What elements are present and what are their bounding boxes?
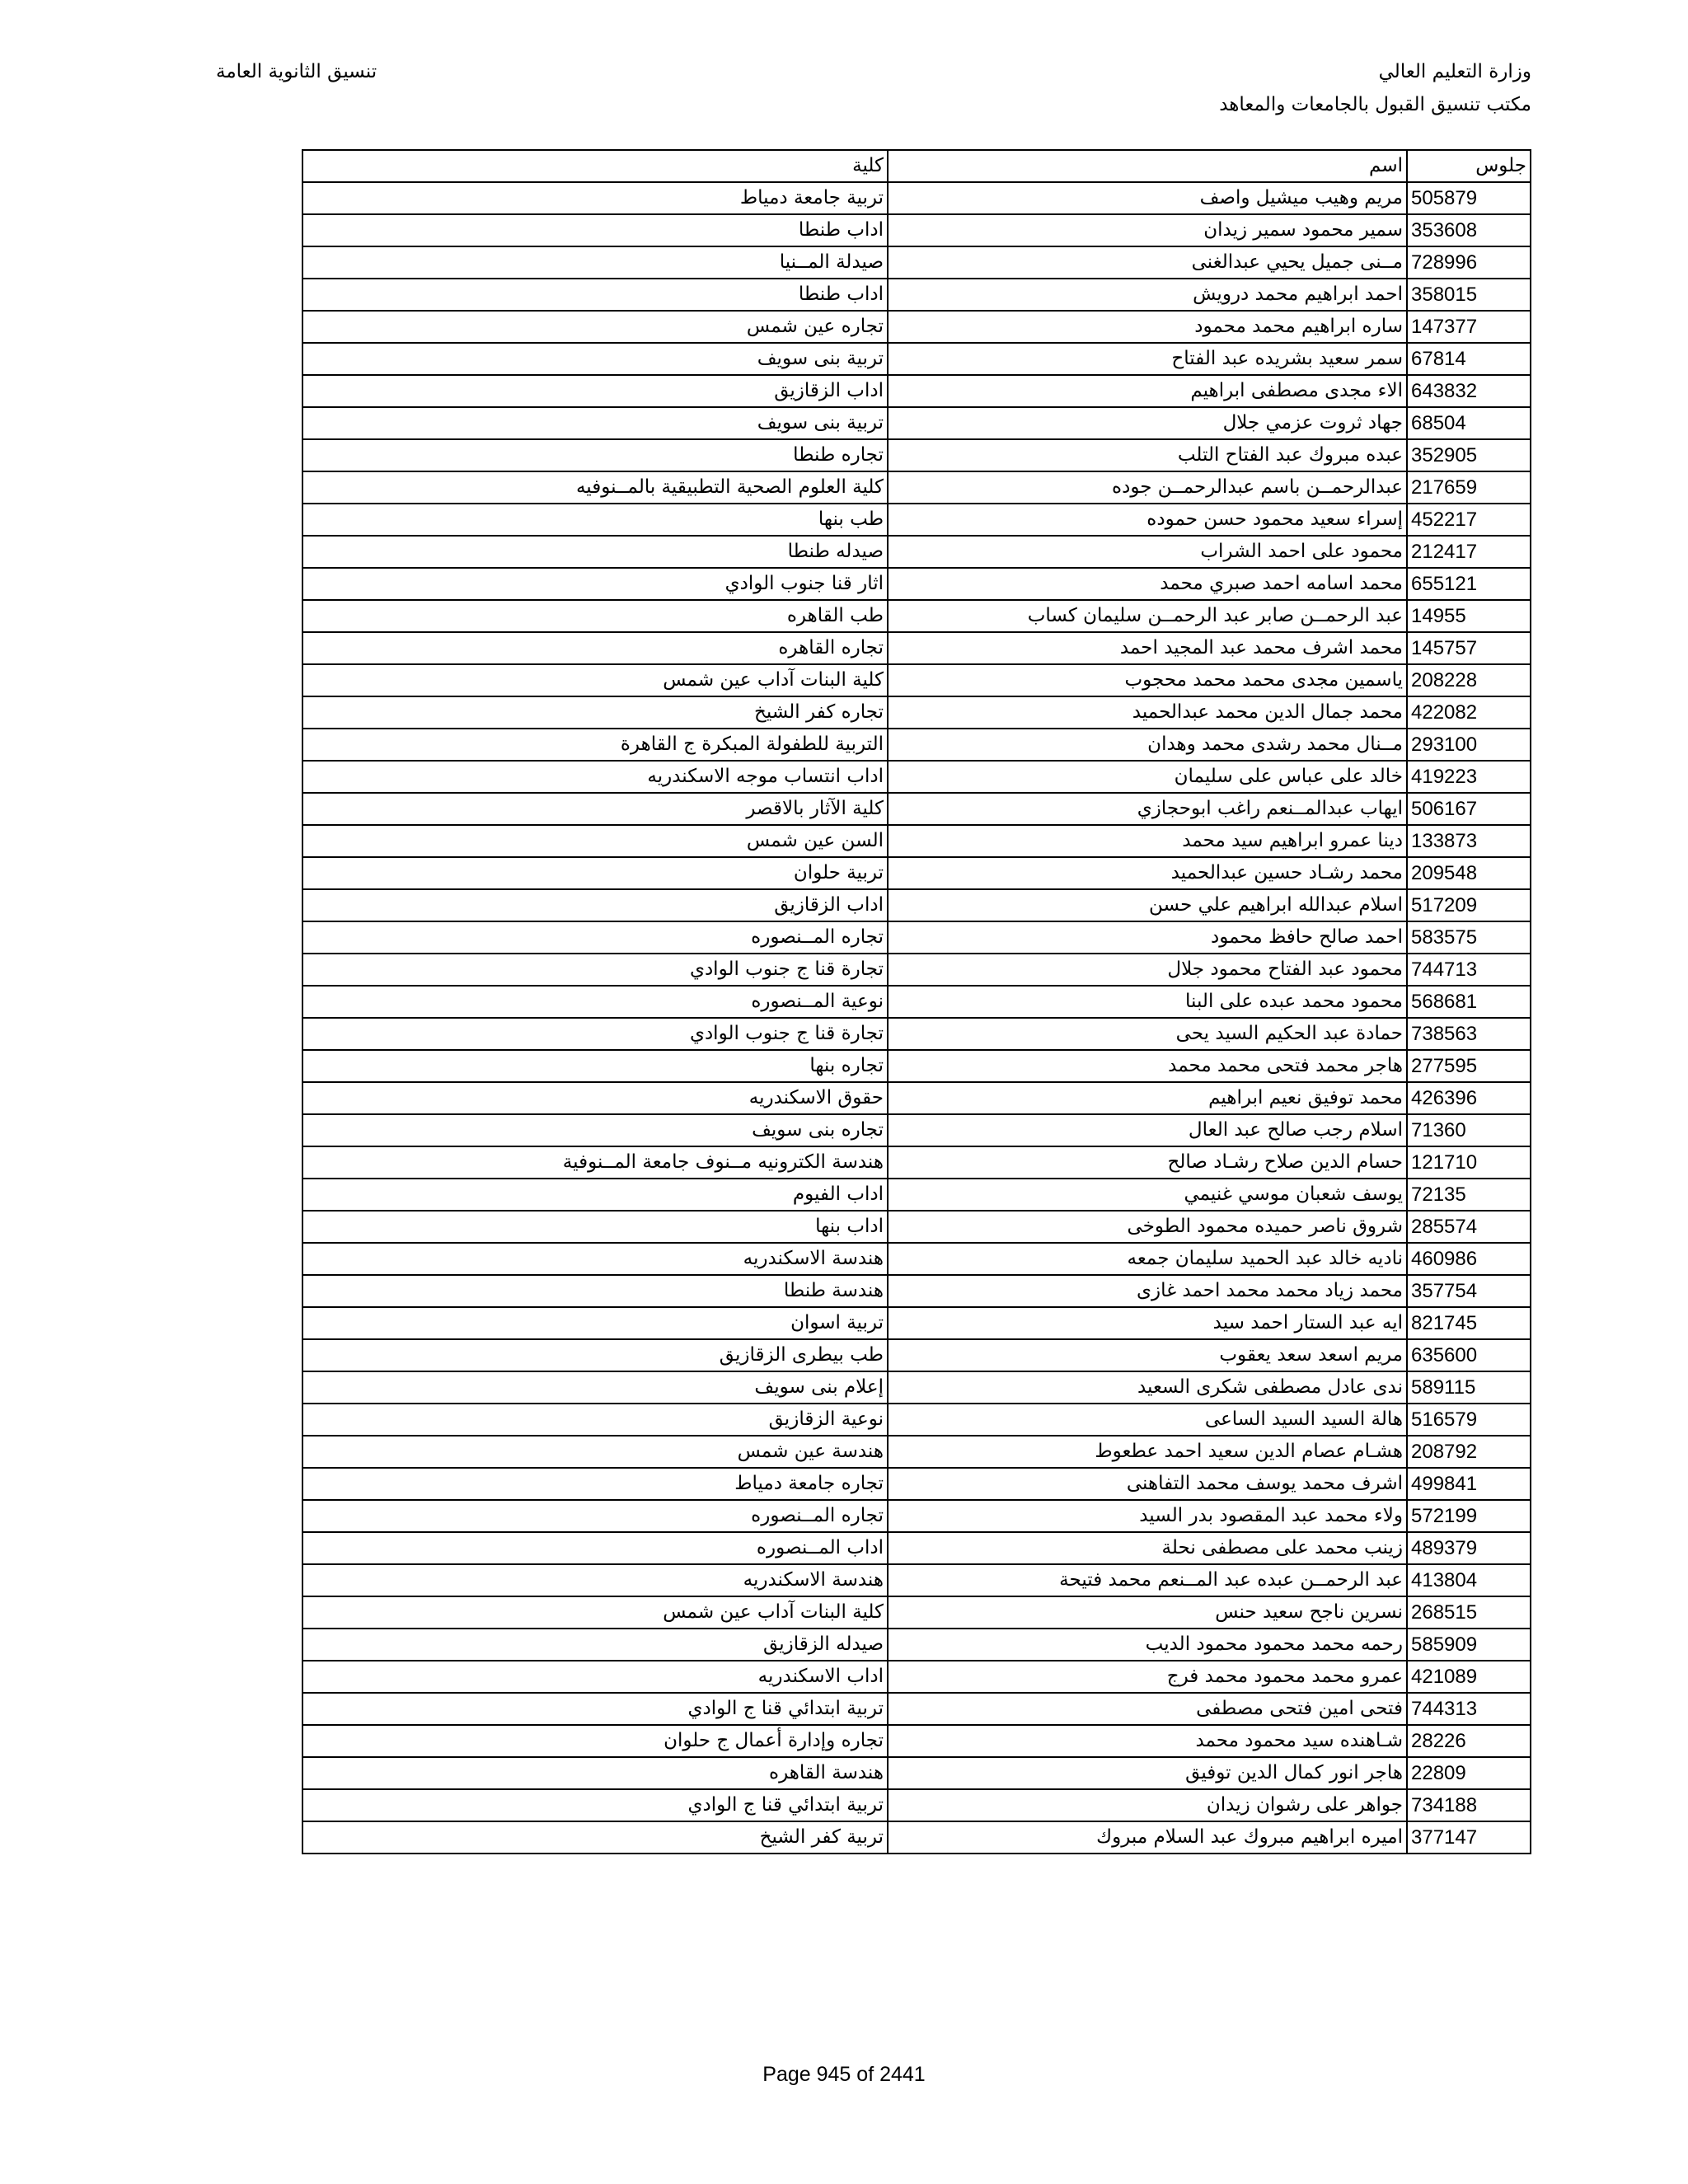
seat-cell: 422082 — [1407, 696, 1531, 729]
name-cell: محمود محمد عبده على البنا — [888, 986, 1407, 1018]
faculty-cell: التربية للطفولة المبكرة ج القاهرة — [302, 729, 888, 761]
faculty-cell: حقوق الاسكندريه — [302, 1082, 888, 1114]
table-row — [302, 1307, 1531, 1339]
seat-cell: 357754 — [1407, 1275, 1531, 1307]
seat-cell: 516579 — [1407, 1404, 1531, 1436]
seat-cell: 517209 — [1407, 889, 1531, 921]
name-cell: يوسف شعبان موسي غنيمي — [888, 1179, 1407, 1211]
table-row — [302, 1179, 1531, 1211]
table-row — [302, 1146, 1531, 1179]
faculty-cell: صيدله طنطا — [302, 536, 888, 568]
header-name: اسم — [888, 150, 1407, 182]
seat-cell: 208228 — [1407, 664, 1531, 696]
table-row — [302, 439, 1531, 471]
seat-cell: 635600 — [1407, 1339, 1531, 1371]
name-cell: ياسمين مجدى محمد محمد محجوب — [888, 664, 1407, 696]
faculty-cell: تربية كفر الشيخ — [302, 1821, 888, 1854]
seat-cell: 505879 — [1407, 182, 1531, 214]
faculty-cell: طب بنها — [302, 504, 888, 536]
table-row — [302, 504, 1531, 536]
name-cell: فتحى امين فتحى مصطفى — [888, 1693, 1407, 1725]
table-row — [302, 1082, 1531, 1114]
seat-cell: 268515 — [1407, 1596, 1531, 1629]
seat-cell: 655121 — [1407, 568, 1531, 600]
name-cell: محمد اشرف محمد عبد المجيد احمد — [888, 632, 1407, 664]
seat-cell: 460986 — [1407, 1243, 1531, 1275]
faculty-cell: اداب طنطا — [302, 214, 888, 246]
faculty-cell: كلية العلوم الصحية التطبيقية بالمــنوفيه — [302, 471, 888, 504]
seat-cell: 72135 — [1407, 1179, 1531, 1211]
table-row — [302, 279, 1531, 311]
seat-cell: 734188 — [1407, 1789, 1531, 1821]
faculty-cell: اداب الزقازيق — [302, 889, 888, 921]
table-row — [302, 568, 1531, 600]
seat-cell: 419223 — [1407, 761, 1531, 793]
results-table-container — [302, 149, 1526, 1854]
faculty-cell: تربية حلوان — [302, 857, 888, 889]
table-row — [302, 954, 1531, 986]
faculty-cell: اداب المــنصوره — [302, 1532, 888, 1564]
name-cell: ايهاب عبدالمــنعم راغب ابوحجازي — [888, 793, 1407, 825]
name-cell: دينا عمرو ابراهيم سيد محمد — [888, 825, 1407, 857]
name-cell: حسام الدين صلاح رشـاد صالح — [888, 1146, 1407, 1179]
seat-cell: 377147 — [1407, 1821, 1531, 1854]
table-row — [302, 1789, 1531, 1821]
table-row — [302, 1596, 1531, 1629]
seat-cell: 426396 — [1407, 1082, 1531, 1114]
table-row — [302, 407, 1531, 439]
name-cell: مــنال محمد رشدى محمد وهدان — [888, 729, 1407, 761]
faculty-cell: نوعية الزقازيق — [302, 1404, 888, 1436]
faculty-cell: تجارة قنا ج جنوب الوادي — [302, 954, 888, 986]
faculty-cell: اداب الزقازيق — [302, 375, 888, 407]
name-cell: اميره ابراهيم مبروك عبد السلام مبروك — [888, 1821, 1407, 1854]
seat-cell: 285574 — [1407, 1211, 1531, 1243]
name-cell: جهاد ثروت عزمي جلال — [888, 407, 1407, 439]
faculty-cell: تربية ابتدائي قنا ج الوادي — [302, 1789, 888, 1821]
seat-cell: 744313 — [1407, 1693, 1531, 1725]
faculty-cell: اثار قنا جنوب الوادي — [302, 568, 888, 600]
name-cell: ساره ابراهيم محمد محمود — [888, 311, 1407, 343]
faculty-cell: تجاره جامعة دمياط — [302, 1468, 888, 1500]
header-seat: جلوس — [1407, 150, 1531, 182]
table-row — [302, 1468, 1531, 1500]
faculty-cell: طب بيطرى الزقازيق — [302, 1339, 888, 1371]
name-cell: عبدالرحمــن باسم عبدالرحمــن جوده — [888, 471, 1407, 504]
table-row — [302, 729, 1531, 761]
name-cell: ندى عادل مصطفى شكرى السعيد — [888, 1371, 1407, 1404]
faculty-cell: هندسة عين شمس — [302, 1436, 888, 1468]
seat-cell: 14955 — [1407, 600, 1531, 632]
table-row — [302, 921, 1531, 954]
faculty-cell: تربية بنى سويف — [302, 407, 888, 439]
faculty-cell: تجاره بنها — [302, 1050, 888, 1082]
name-cell: شـاهنده سيد محمود محمد — [888, 1725, 1407, 1757]
seat-cell: 217659 — [1407, 471, 1531, 504]
seat-cell: 821745 — [1407, 1307, 1531, 1339]
name-cell: ايه عبد الستار احمد سيد — [888, 1307, 1407, 1339]
name-cell: احمد صالح حافظ محمود — [888, 921, 1407, 954]
seat-cell: 568681 — [1407, 986, 1531, 1018]
faculty-cell: هندسة القاهره — [302, 1757, 888, 1789]
seat-cell: 22809 — [1407, 1757, 1531, 1789]
name-cell: نسرين ناجح سعيد حنس — [888, 1596, 1407, 1629]
table-row — [302, 1821, 1531, 1854]
faculty-cell: تربية اسوان — [302, 1307, 888, 1339]
table-row — [302, 471, 1531, 504]
name-cell: اسلام عبدالله ابراهيم علي حسن — [888, 889, 1407, 921]
name-cell: خالد على عباس على سليمان — [888, 761, 1407, 793]
name-cell: محمد زياد محمد محمد احمد غازى — [888, 1275, 1407, 1307]
name-cell: عبد الرحمــن عبده عبد المــنعم محمد فتيحة — [888, 1564, 1407, 1596]
document-category: تنسيق الثانوية العامة — [216, 61, 377, 82]
results-table — [302, 149, 1531, 1854]
seat-cell: 421089 — [1407, 1661, 1531, 1693]
name-cell: ولاء محمد عبد المقصود بدر السيد — [888, 1500, 1407, 1532]
name-cell: محمد توفيق نعيم ابراهيم — [888, 1082, 1407, 1114]
faculty-cell: تربية بنى سويف — [302, 343, 888, 375]
seat-cell: 209548 — [1407, 857, 1531, 889]
name-cell: هاجر انور كمال الدين توفيق — [888, 1757, 1407, 1789]
name-cell: شروق ناصر حميده محمود الطوخى — [888, 1211, 1407, 1243]
seat-cell: 133873 — [1407, 825, 1531, 857]
table-row — [302, 214, 1531, 246]
seat-cell: 28226 — [1407, 1725, 1531, 1757]
name-cell: إسراء سعيد محمود حسن حموده — [888, 504, 1407, 536]
table-row — [302, 1725, 1531, 1757]
table-row — [302, 889, 1531, 921]
seat-cell: 499841 — [1407, 1468, 1531, 1500]
seat-cell: 506167 — [1407, 793, 1531, 825]
faculty-cell: صيدلة المــنيا — [302, 246, 888, 279]
faculty-cell: تجاره عين شمس — [302, 311, 888, 343]
faculty-cell: تجاره القاهره — [302, 632, 888, 664]
faculty-cell: اداب بنها — [302, 1211, 888, 1243]
page-number: Page 945 of 2441 — [762, 2063, 926, 2086]
faculty-cell: هندسة الاسكندريه — [302, 1564, 888, 1596]
name-cell: محمد جمال الدين محمد عبدالحميد — [888, 696, 1407, 729]
seat-cell: 589115 — [1407, 1371, 1531, 1404]
faculty-cell: تربية ابتدائي قنا ج الوادي — [302, 1693, 888, 1725]
table-row — [302, 600, 1531, 632]
seat-cell: 452217 — [1407, 504, 1531, 536]
seat-cell: 353608 — [1407, 214, 1531, 246]
table-row — [302, 1114, 1531, 1146]
seat-cell: 147377 — [1407, 311, 1531, 343]
faculty-cell: تجاره المــنصوره — [302, 921, 888, 954]
table-row — [302, 311, 1531, 343]
faculty-cell: نوعية المــنصوره — [302, 986, 888, 1018]
faculty-cell: هندسة الكترونيه مــنوف جامعة المــنوفية — [302, 1146, 888, 1179]
name-cell: محمود على احمد الشراب — [888, 536, 1407, 568]
table-row — [302, 632, 1531, 664]
faculty-cell: تجاره المــنصوره — [302, 1500, 888, 1532]
name-cell: الاء مجدى مصطفى ابراهيم — [888, 375, 1407, 407]
seat-cell: 744713 — [1407, 954, 1531, 986]
table-row — [302, 1532, 1531, 1564]
table-row — [302, 1211, 1531, 1243]
name-cell: جواهر على رشوان زيدان — [888, 1789, 1407, 1821]
seat-cell: 352905 — [1407, 439, 1531, 471]
seat-cell: 121710 — [1407, 1146, 1531, 1179]
seat-cell: 489379 — [1407, 1532, 1531, 1564]
name-cell: احمد ابراهيم محمد درويش — [888, 279, 1407, 311]
table-row — [302, 1661, 1531, 1693]
table-header-row — [302, 150, 1531, 182]
table-row — [302, 857, 1531, 889]
name-cell: اشرف محمد يوسف محمد التفاهنى — [888, 1468, 1407, 1500]
name-cell: مريم اسعد سعد يعقوب — [888, 1339, 1407, 1371]
office-title: مكتب تنسيق القبول بالجامعات والمعاهد — [1219, 94, 1531, 115]
faculty-cell: اداب انتساب موجه الاسكندريه — [302, 761, 888, 793]
name-cell: محمد رشـاد حسين عبدالحميد — [888, 857, 1407, 889]
name-cell: عمرو محمد محمود محمد فرج — [888, 1661, 1407, 1693]
faculty-cell: إعلام بنى سويف — [302, 1371, 888, 1404]
faculty-cell: هندسة الاسكندريه — [302, 1243, 888, 1275]
table-row — [302, 825, 1531, 857]
faculty-cell: اداب الاسكندريه — [302, 1661, 888, 1693]
name-cell: رحمه محمد محمود محمود الديب — [888, 1629, 1407, 1661]
faculty-cell: السن عين شمس — [302, 825, 888, 857]
table-row — [302, 664, 1531, 696]
faculty-cell: كلية البنات آداب عين شمس — [302, 1596, 888, 1629]
table-row — [302, 1243, 1531, 1275]
table-body — [302, 182, 1531, 1854]
table-row — [302, 375, 1531, 407]
table-row — [302, 1275, 1531, 1307]
seat-cell: 643832 — [1407, 375, 1531, 407]
seat-cell: 728996 — [1407, 246, 1531, 279]
seat-cell: 212417 — [1407, 536, 1531, 568]
table-row — [302, 793, 1531, 825]
table-row — [302, 1757, 1531, 1789]
table-row — [302, 761, 1531, 793]
table-row — [302, 246, 1531, 279]
seat-cell: 413804 — [1407, 1564, 1531, 1596]
name-cell: مريم وهيب ميشيل واصف — [888, 182, 1407, 214]
name-cell: اسلام رجب صالح عبد العال — [888, 1114, 1407, 1146]
faculty-cell: تجاره كفر الشيخ — [302, 696, 888, 729]
ministry-title: وزارة التعليم العالي — [1378, 61, 1531, 82]
name-cell: عبده مبروك عبد الفتاح التلب — [888, 439, 1407, 471]
faculty-cell: كلية البنات آداب عين شمس — [302, 664, 888, 696]
faculty-cell: تجاره طنطا — [302, 439, 888, 471]
table-row — [302, 696, 1531, 729]
table-row — [302, 343, 1531, 375]
name-cell: عبد الرحمــن صابر عبد الرحمــن سليمان كساب — [888, 600, 1407, 632]
faculty-cell: اداب طنطا — [302, 279, 888, 311]
seat-cell: 68504 — [1407, 407, 1531, 439]
seat-cell: 572199 — [1407, 1500, 1531, 1532]
name-cell: سمير محمود سمير زيدان — [888, 214, 1407, 246]
faculty-cell: تجاره بنى سويف — [302, 1114, 888, 1146]
name-cell: زينب محمد على مصطفى نحلة — [888, 1532, 1407, 1564]
table-row — [302, 1436, 1531, 1468]
table-row — [302, 1564, 1531, 1596]
seat-cell: 585909 — [1407, 1629, 1531, 1661]
faculty-cell: تجاره وإدارة أعمال ج حلوان — [302, 1725, 888, 1757]
name-cell: حمادة عبد الحكيم السيد يحى — [888, 1018, 1407, 1050]
name-cell: محمد اسامه احمد صبري محمد — [888, 568, 1407, 600]
table-row — [302, 986, 1531, 1018]
seat-cell: 583575 — [1407, 921, 1531, 954]
table-row — [302, 1339, 1531, 1371]
faculty-cell: طب القاهره — [302, 600, 888, 632]
seat-cell: 293100 — [1407, 729, 1531, 761]
table-row — [302, 1693, 1531, 1725]
header-faculty: كلية — [302, 150, 888, 182]
faculty-cell: هندسة طنطا — [302, 1275, 888, 1307]
table-row — [302, 1050, 1531, 1082]
seat-cell: 71360 — [1407, 1114, 1531, 1146]
table-row — [302, 1500, 1531, 1532]
faculty-cell: كلية الآثار بالاقصر — [302, 793, 888, 825]
name-cell: هشـام عصام الدين سعيد احمد عطعوط — [888, 1436, 1407, 1468]
faculty-cell: صيدله الزقازيق — [302, 1629, 888, 1661]
seat-cell: 208792 — [1407, 1436, 1531, 1468]
table-row — [302, 1629, 1531, 1661]
name-cell: مــنى جميل يحيي عبدالغنى — [888, 246, 1407, 279]
seat-cell: 358015 — [1407, 279, 1531, 311]
faculty-cell: اداب الفيوم — [302, 1179, 888, 1211]
seat-cell: 277595 — [1407, 1050, 1531, 1082]
table-row — [302, 1404, 1531, 1436]
name-cell: محمود عبد الفتاح محمود جلال — [888, 954, 1407, 986]
seat-cell: 67814 — [1407, 343, 1531, 375]
table-row — [302, 1371, 1531, 1404]
seat-cell: 738563 — [1407, 1018, 1531, 1050]
table-row — [302, 1018, 1531, 1050]
faculty-cell: تجارة قنا ج جنوب الوادي — [302, 1018, 888, 1050]
table-row — [302, 182, 1531, 214]
table-row — [302, 536, 1531, 568]
name-cell: ناديه خالد عبد الحميد سليمان جمعه — [888, 1243, 1407, 1275]
name-cell: سمر سعيد بشريده عبد الفتاح — [888, 343, 1407, 375]
name-cell: هالة السيد السيد الساعى — [888, 1404, 1407, 1436]
name-cell: هاجر محمد فتحى محمد محمد — [888, 1050, 1407, 1082]
faculty-cell: تربية جامعة دمياط — [302, 182, 888, 214]
seat-cell: 145757 — [1407, 632, 1531, 664]
